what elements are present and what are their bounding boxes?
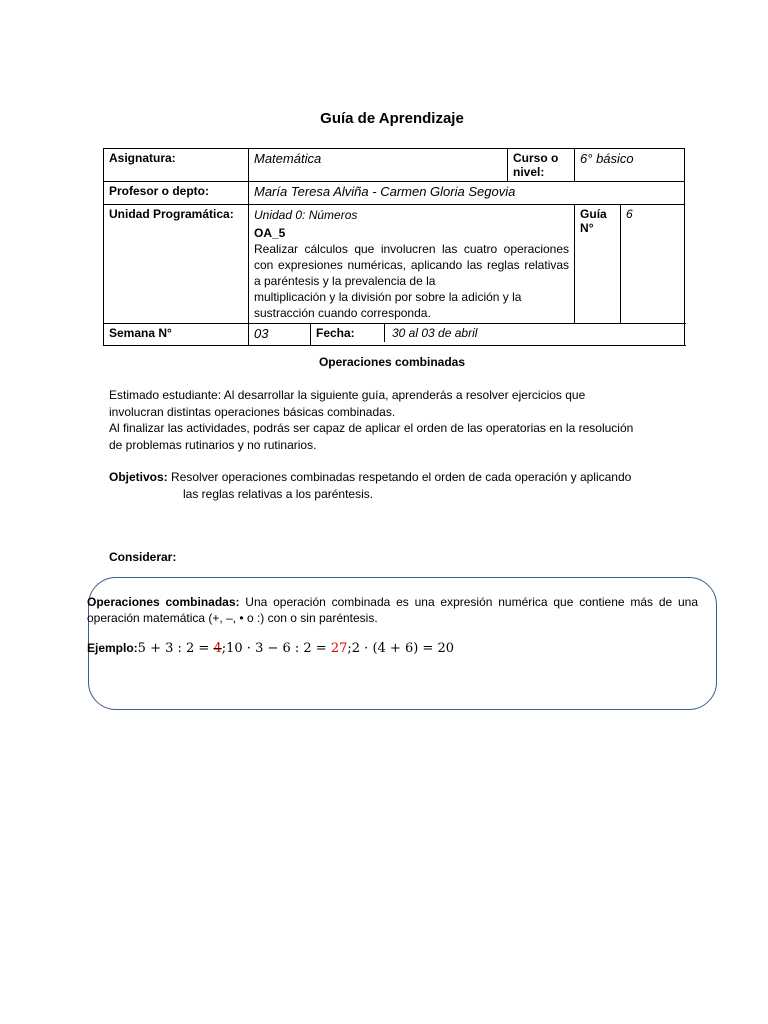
example-line xyxy=(87,641,707,656)
guide-info-table xyxy=(103,148,685,346)
definition-text xyxy=(87,594,698,626)
intro-line-2: involucran distintas operaciones básicas combinadas. xyxy=(109,404,396,419)
level-value: 6° básico xyxy=(575,149,685,182)
date-cell xyxy=(311,324,685,346)
oa-text-line5: sustracción cuando corresponda. xyxy=(254,306,431,320)
example-2-expr: 10 · 3 − 6 : 2 = xyxy=(226,641,331,656)
teacher-label: Profesor o depto: xyxy=(104,182,249,205)
definition-body: Una operación combinada es una expresión numérica que contiene más de una operación matemática (+, –, • o :) con o sin paréntesis. xyxy=(87,595,698,625)
example-1-result: 4 xyxy=(213,641,222,656)
guide-value: 6 xyxy=(621,205,685,324)
example-sep-1: ; xyxy=(221,641,227,656)
week-label: Semana N° xyxy=(104,324,249,346)
subject-label: Asignatura: xyxy=(104,149,249,182)
objectives-line-1: Resolver operaciones combinadas respetando el orden de cada operación y aplicando xyxy=(167,470,632,484)
guide-label: Guía N° xyxy=(575,205,621,324)
unit-label: Unidad Programática: xyxy=(104,205,249,324)
unit-cell xyxy=(249,205,575,324)
example-2-result: 27 xyxy=(330,641,348,656)
teacher-value: María Teresa Alviña - Carmen Gloria Segovia xyxy=(249,182,685,205)
oa-code: OA_5 xyxy=(254,226,286,240)
unit-value: Unidad 0: Números xyxy=(254,208,358,222)
subject-value: Matemática xyxy=(249,149,508,182)
objectives-label: Objetivos: xyxy=(109,470,168,484)
intro-line-1: Estimado estudiante: Al desarrollar la siguiente guía, aprenderás a resolver ejercicios que xyxy=(109,388,586,402)
example-label: Ejemplo: xyxy=(87,641,138,655)
example-sep-2: ; xyxy=(347,641,352,656)
example-3-expr: 2 · (4 + 6) = 20 xyxy=(351,641,454,656)
intro-paragraph xyxy=(109,387,684,453)
objectives-line-2: las reglas relativas a los paréntesis. xyxy=(183,486,374,501)
oa-text-line4: multiplicación y la división por sobre la adición y la xyxy=(254,290,522,304)
example-1-expr: 5 + 3 : 2 = xyxy=(137,641,214,656)
objectives-paragraph xyxy=(109,469,684,502)
consider-label: Considerar: xyxy=(109,550,177,564)
intro-line-4: de problemas rutinarios y no rutinarios. xyxy=(109,437,317,452)
intro-line-3: Al finalizar las actividades, podrás ser capaz de aplicar el orden de las operatorias en la resolución xyxy=(109,421,634,435)
page-title: Guía de Aprendizaje xyxy=(320,110,464,127)
section-title: Operaciones combinadas xyxy=(318,355,466,369)
oa-text: Realizar cálculos que involucren las cuatro operaciones con expresiones numéricas, aplicando las reglas relativas a paréntesis y la prevalencia de la xyxy=(254,242,570,288)
definition-term: Operaciones combinadas: xyxy=(87,595,240,609)
date-value: 30 al 03 de abril xyxy=(392,326,478,340)
date-label: Fecha: xyxy=(311,324,385,342)
week-value: 03 xyxy=(249,324,311,346)
level-label: Curso o nivel: xyxy=(508,149,575,182)
